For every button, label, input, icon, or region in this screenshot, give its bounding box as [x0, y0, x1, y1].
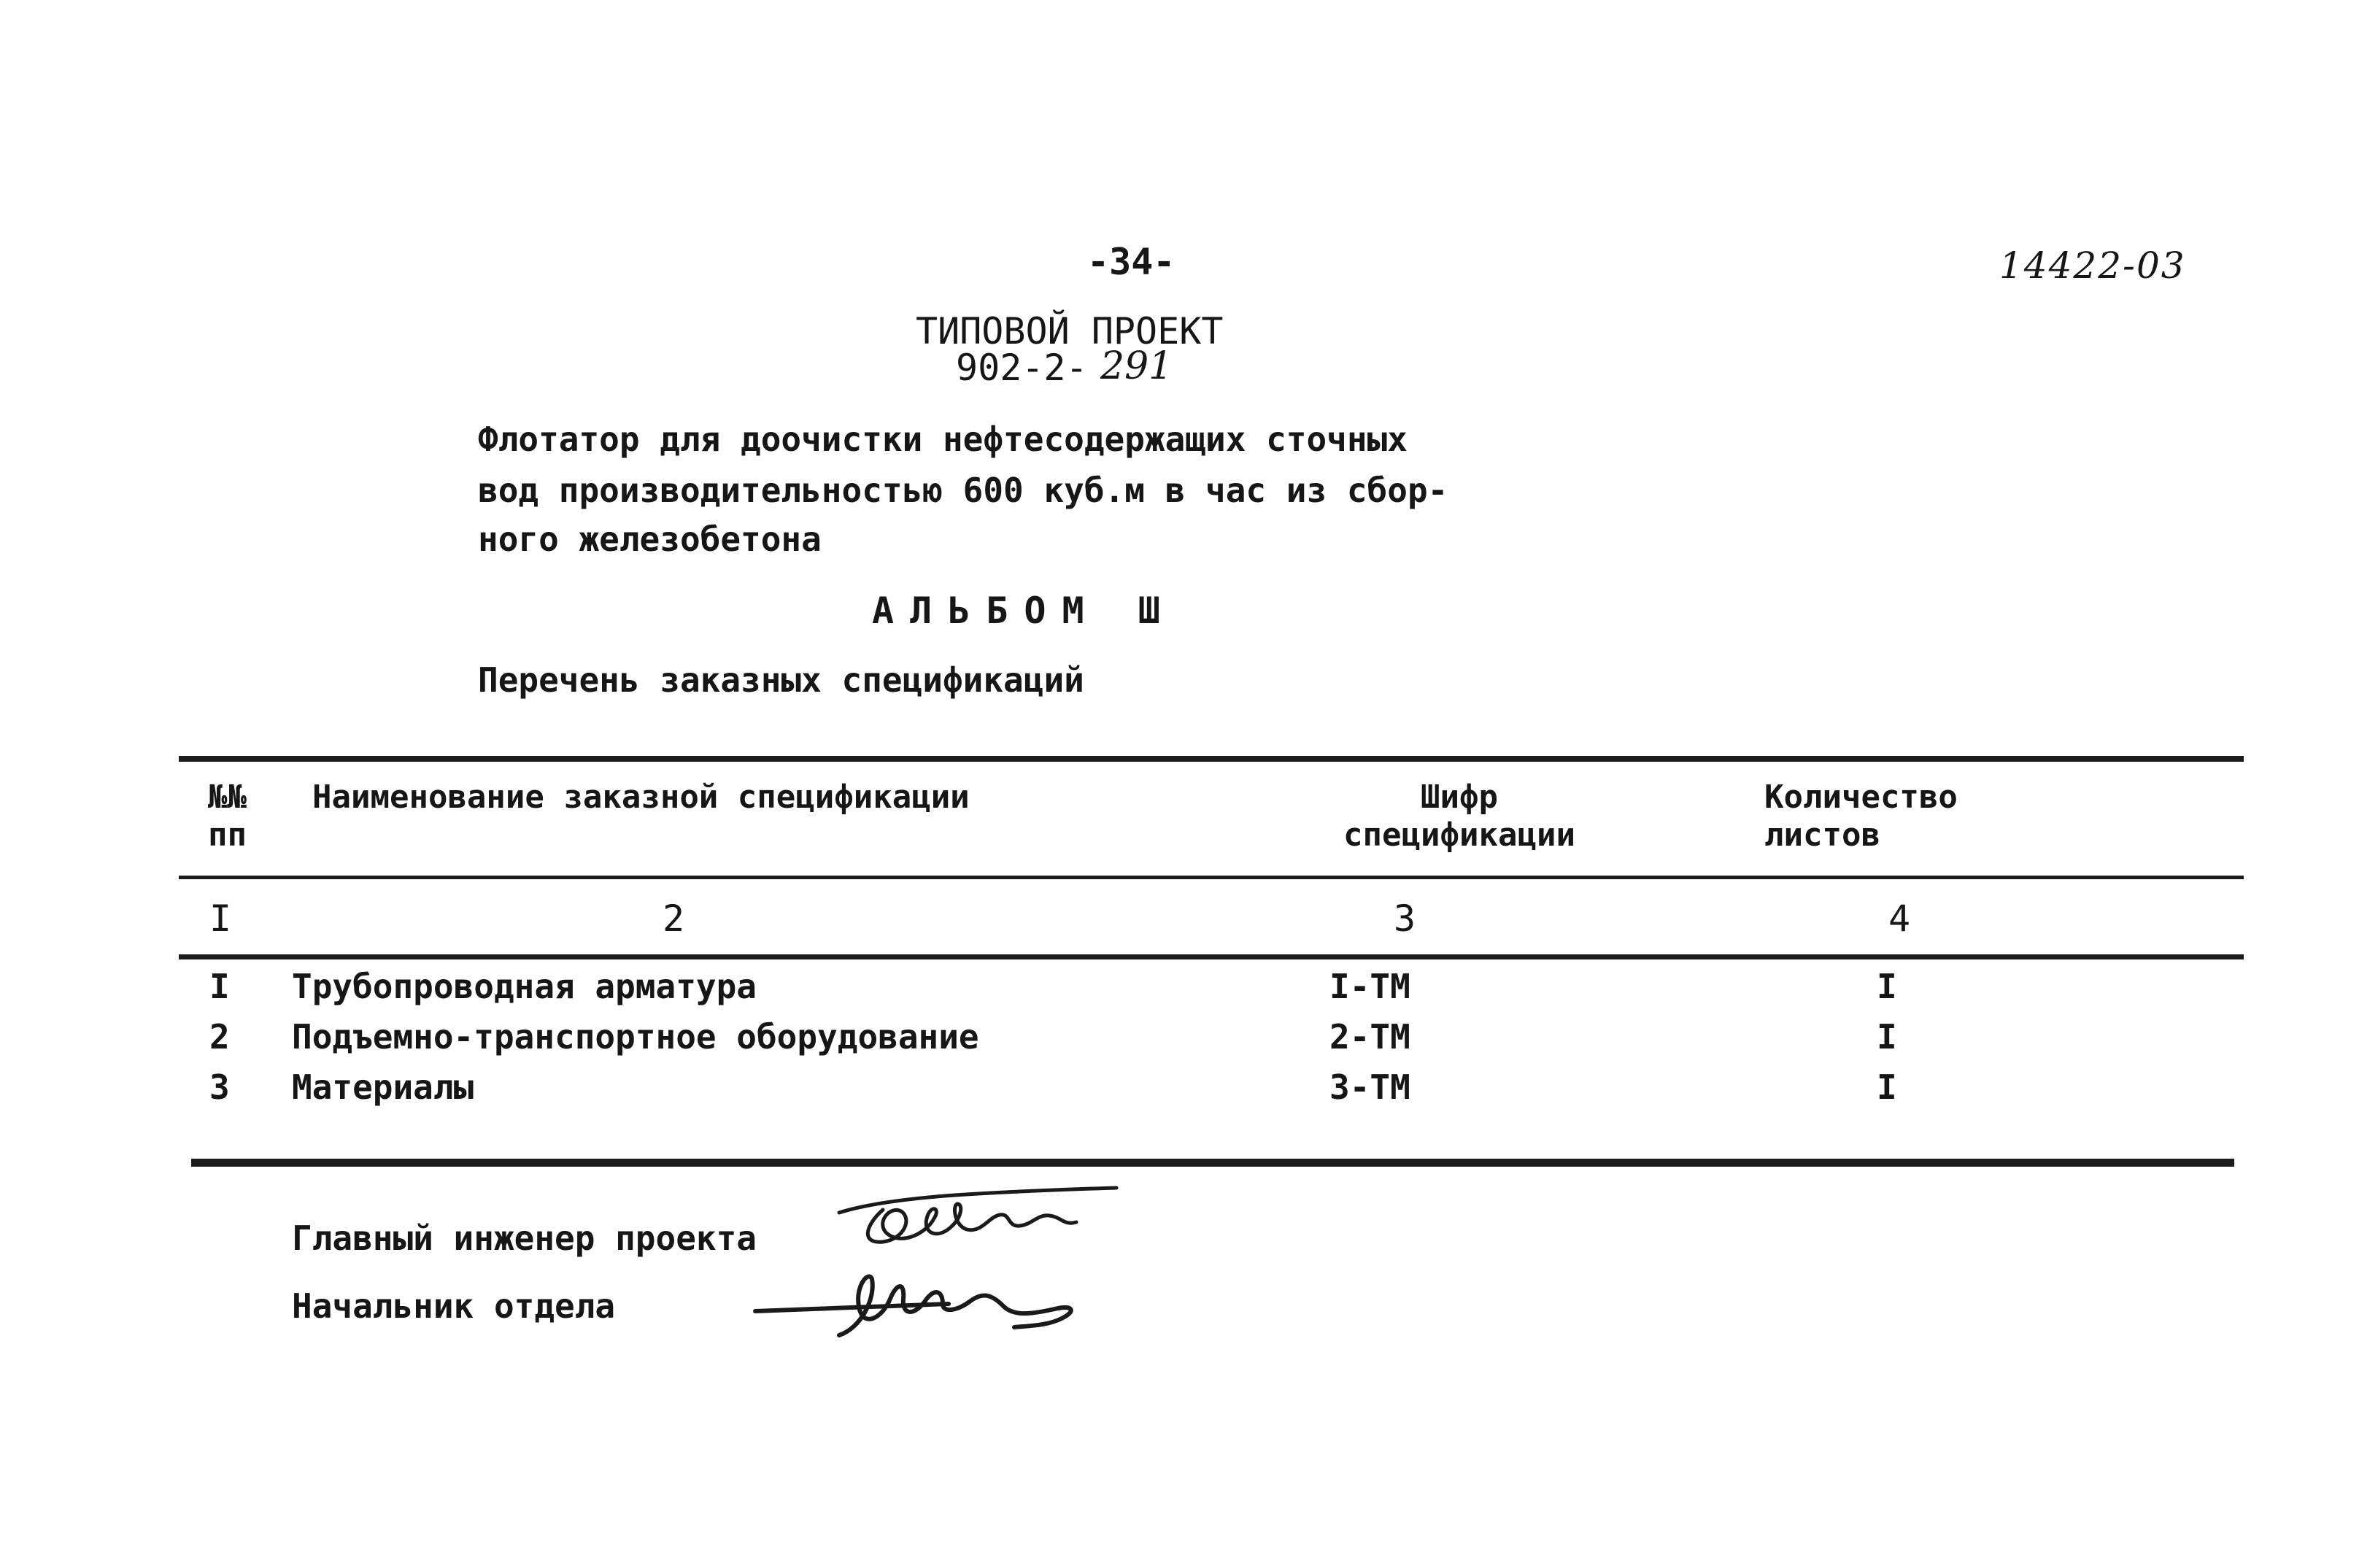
header-number: [208, 779, 247, 854]
row-count: I: [1877, 1017, 1897, 1057]
row-name: Трубопроводная арматура: [292, 967, 757, 1006]
header-code-line-2: спецификации: [1343, 816, 1575, 854]
row-code: 3-ТМ: [1329, 1067, 1410, 1107]
description-line: Флотатор для доочистки нефтесодержащих сточных: [478, 420, 1408, 459]
project-number-handwritten: 291: [1100, 344, 1173, 388]
row-name: Подъемно-транспортное оборудование: [292, 1017, 979, 1057]
row-number: I: [209, 967, 230, 1006]
row-count: I: [1877, 967, 1897, 1006]
header-number-line-2: пп: [208, 816, 247, 854]
table-row: [0, 967, 2378, 1018]
header-count: [1764, 779, 1958, 854]
chief-engineer-label: Главный инженер проекта: [292, 1219, 757, 1258]
album-title: АЛЬБОМ Ш: [872, 590, 1176, 632]
table-row: [0, 1017, 2378, 1068]
page-number: -34-: [1087, 241, 1176, 283]
header-number-line-1: №№: [208, 779, 247, 816]
project-type-heading: ТИПОВОЙ ПРОЕКТ: [916, 310, 1224, 352]
table-index-rule: [179, 954, 2244, 959]
column-index: 3: [1394, 897, 1416, 940]
header-count-line-2: листов: [1764, 816, 1880, 854]
chief-engineer-signature: [832, 1182, 1124, 1270]
department-head-signature: [752, 1266, 1087, 1346]
table-top-rule: [179, 756, 2244, 762]
description-line: вод производительностью 600 куб.м в час из сбор-: [478, 471, 1448, 510]
document-code: 14422-03: [1999, 244, 2186, 287]
header-count-line-1: Количество: [1764, 779, 1958, 816]
project-number-prefix: 902-2-: [956, 347, 1088, 389]
list-title: Перечень заказных спецификаций: [478, 660, 1084, 700]
row-count: I: [1877, 1067, 1897, 1107]
description-line: ного железобетона: [478, 520, 822, 559]
table-row: [0, 1067, 2378, 1119]
row-name: Материалы: [292, 1067, 474, 1107]
row-code: 2-ТМ: [1329, 1017, 1410, 1057]
row-code: I-ТМ: [1329, 967, 1410, 1006]
header-code: [1328, 779, 1591, 854]
header-name: Наименование заказной спецификации: [312, 779, 970, 816]
row-number: 3: [209, 1067, 230, 1107]
header-code-line-1: Шифр: [1421, 779, 1498, 816]
table-header-rule: [179, 876, 2244, 879]
column-index: 4: [1888, 897, 1911, 940]
column-index: I: [209, 897, 232, 940]
table-bottom-rule: [191, 1159, 2234, 1167]
column-index: 2: [663, 897, 685, 940]
department-head-label: Начальник отдела: [292, 1286, 616, 1326]
row-number: 2: [209, 1017, 230, 1057]
